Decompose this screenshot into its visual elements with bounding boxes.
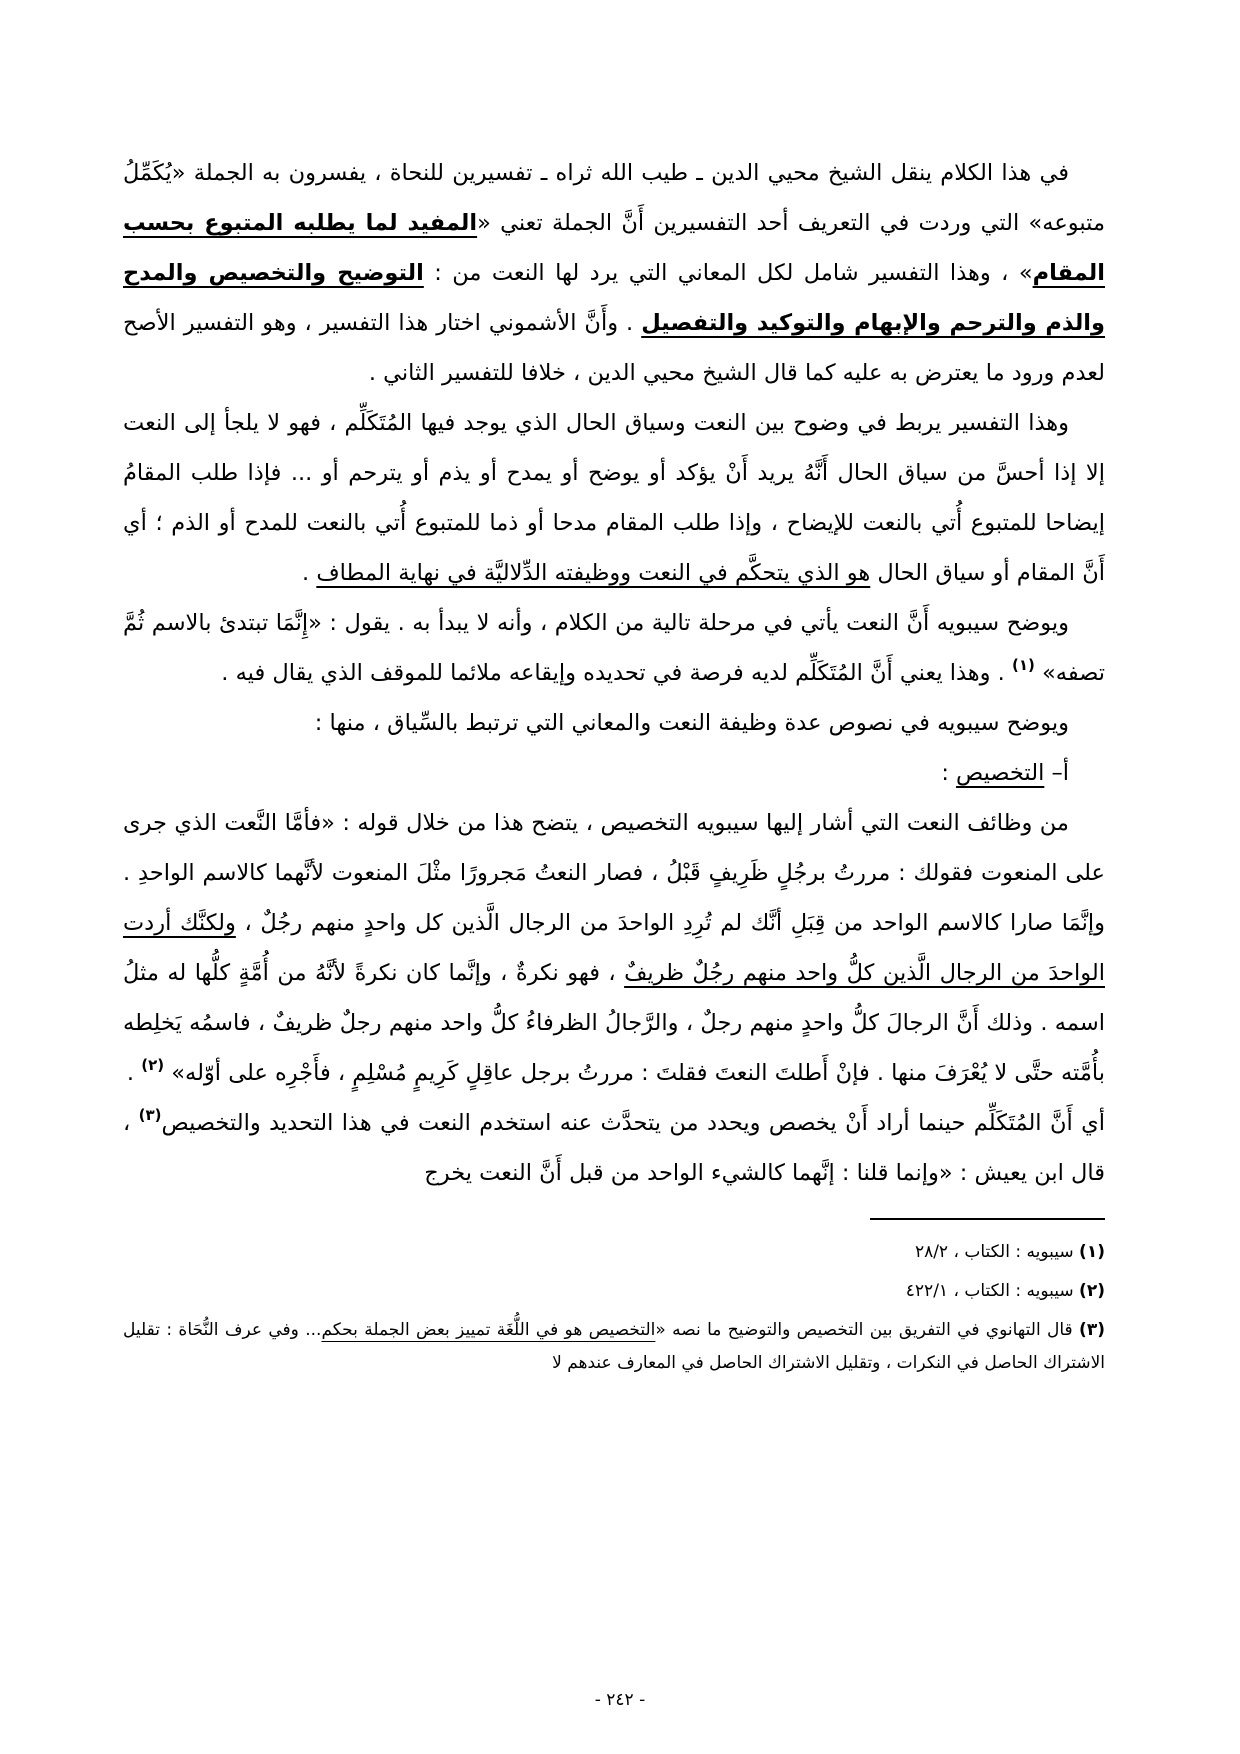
- footnote-separator: [870, 1218, 1105, 1220]
- footnote-3: (٣) قال التهانوي في التفريق بين التخصيص والتوضيح ما نصه «التخصيص هو في اللُّغَة تمييز بعض الجملة بحكم... وفي عرف النُّحَاة : تقليل الاشتراك الحاصل في النكرات ، وتقليل الاشتراك الحاصل في المعارف عندهم لا: [123, 1320, 1105, 1373]
- paragraph-5: من وظائف النعت التي أشار إليها سيبويه التخصيص ، يتضح هذا من خلال قوله : «فأمَّا النَّعت الذي جرى على المنعوت فقولك : مررتُ برجُلٍ ظَرِيفٍ قَبْلُ ، فصار النعتُ مَجرورًا مثْلَ المنعوت لأنَّهما كالاسم الواحدِ . وإنَّمَا صارا كالاسم الواحد من قِبَلِ أنَّك لم تُرِدِ الواحدَ من الرجال الَّذين كل واحدٍ منهم رجُلٌ ، ولكنَّك أردت الواحدَ من الرجال الَّذين كلُّ واحد منهم رجُلٌ ظريفٌ ، فهو نكرةٌ ، وإنَّما كان نكرةً لأنَّهُ من أُمَّةٍ كلُّها له مثلُ اسمه . وذلك أَنَّ الرجالَ كلُّ واحدٍ منهم رجلٌ ، والرَّجالُ الظرفاءُ كلُّ واحد منهم رجلٌ ظريفٌ ، فاسمُه يَخلِطه بأُمَّته حتَّى لا يُعْرَفَ منها . فإنْ أَطلتَ النعتَ فقلتَ : مررتُ برجل عاقِلٍ كَرِيمٍ مُسْلِمٍ ، فأَجْرِه على أوّله» $^{(٢)}$ .: [123, 810, 1105, 1086]
- paragraph-1: في هذا الكلام ينقل الشيخ محيي الدين ـ طيب الله ثراه ـ تفسيرين للنحاة ، يفسرون به الجملة «يُكَمِّلُ متبوعه» التي وردت في التعريف أحد التفسيرين أَنَّ الجملة تعني «المفيد لما يطلبه المتبوع بحسب المقام» ، وهذا التفسير شامل لكل المعاني التي يرد لها النعت من : التوضيح والتخصيص والمدح والذم والترحم والإبهام والتوكيد والتفصيل . وأَنَّ الأشموني اختار هذا التفسير ، وهو التفسير الأصح لعدم ورود ما يعترض به عليه كما قال الشيخ محيي الدين ، خلافا للتفسير الثاني .: [123, 160, 1106, 386]
- section-heading: أ– التخصيص :: [941, 760, 1069, 786]
- footnote-ref-1: (١): [1011, 656, 1035, 674]
- document-page: [123, 148, 1105, 1386]
- paragraph-4: ويوضح سيبويه في نصوص عدة وظيفة النعت والمعاني التي ترتبط بالسِّياق ، منها :: [314, 710, 1069, 736]
- footnote-2: (٢) سيبويه : الكتاب ، ٤٢٢/١: [905, 1281, 1105, 1301]
- section-heading-title: التخصيص: [956, 760, 1045, 786]
- underlined-quote: ولكنَّك أردت الواحدَ من الرجال الَّذين كلُّ واحد منهم رجُلٌ ظريفٌ: [123, 910, 1105, 986]
- page-number: - ٢٤٢ -: [594, 1690, 646, 1710]
- emphasis-definition: المفيد لما يطلبه المتبوع بحسب المقام: [123, 210, 1105, 286]
- paragraph-3: ويوضح سيبويه أَنَّ النعت يأتي في مرحلة تالية من الكلام ، وأنه لا يبدأ به . يقول : «إِنَّمَا تبتدئ بالاسم ثُمَّ تصفه» $^{(١)}$ . وهذا يعني أَنَّ المُتَكَلِّم لديه فرصة في تحديده وإيقاعه ملائما للموقف الذي يقال فيه .: [123, 610, 1105, 686]
- footnote-ref-2: (٢): [141, 1056, 165, 1074]
- body-text: [123, 148, 1105, 1198]
- underlined-phrase: هو الذي يتحكَّم في النعت ووظيفته الدِّلاليَّة في نهاية المطاف: [316, 560, 871, 586]
- footnote-ref-3: (٣): [138, 1106, 162, 1124]
- paragraph-6: أي أَنَّ المُتَكَلِّم حينما أراد أَنْ يخصص ويحدد من يتحدَّث عنه استخدم النعت في هذا التحديد والتخصيص$^{(٣)}$ ، قال ابن يعيش : «وإنما قلنا : إنَّهما كالشيء الواحد من قبل أَنَّ النعت يخرج: [123, 1106, 1105, 1186]
- footnotes: [123, 1232, 1105, 1380]
- paragraph-2: وهذا التفسير يربط في وضوح بين النعت وسياق الحال الذي يوجد فيها المُتَكَلِّم ، فهو لا يلجأ إلى النعت إلا إذا أحسَّ من سياق الحال أَنَّهُ يريد أَنْ يؤكد أو يوضح أو يمدح أو يذم أو يترحم أو ... فإذا طلب المقامُ إيضاحا للمتبوع أُتي بالنعت للإيضاح ، وإذا طلب المقام مدحا أو ذما للمتبوع أُتي بالنعت للمدح أو الذم ؛ أي أَنَّ المقام أو سياق الحال هو الذي يتحكَّم في النعت ووظيفته الدِّلاليَّة في نهاية المطاف .: [123, 410, 1105, 586]
- footnote-3-underlined: التخصيص هو في اللُّغَة تمييز بعض الجملة بحكم: [321, 1320, 656, 1340]
- footnote-1: (١) سيبويه : الكتاب ، ٢٨/٢: [914, 1242, 1105, 1262]
- emphasis-meanings-list: التوضيح والتخصيص والمدح والذم والترحم والإبهام والتوكيد والتفصيل: [123, 260, 1106, 336]
